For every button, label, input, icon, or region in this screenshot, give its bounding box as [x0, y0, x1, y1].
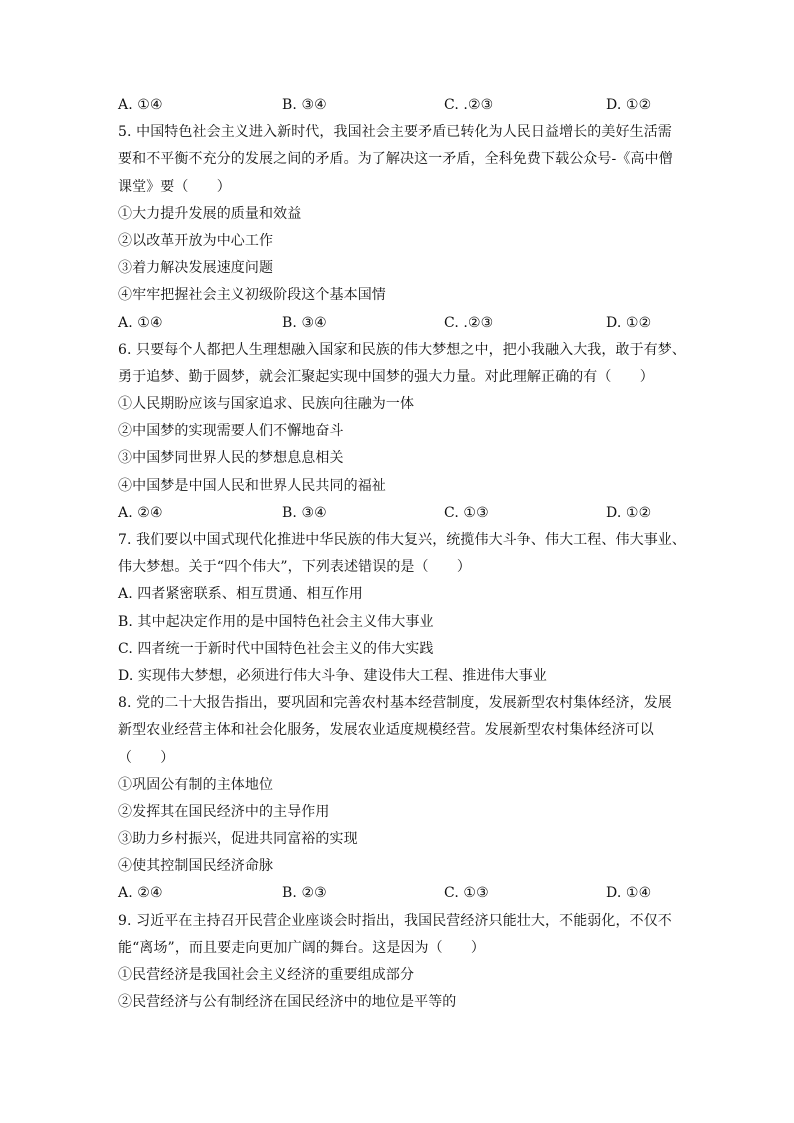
answer-options-row	[118, 500, 678, 527]
text-line: ①民营经济是我国社会主义经济的重要组成部分	[118, 967, 415, 983]
answer-option: C. .②③	[444, 314, 494, 331]
answer-option: C. ①③	[444, 885, 489, 902]
text-line: ③着力解决发展速度问题	[118, 260, 274, 277]
answer-option: D. ①④	[606, 885, 652, 902]
text-line: 5. 中国特色社会主义进入新时代，我国社会主要矛盾已转化为人民日益增长的美好生活需	[118, 124, 672, 141]
text-line: 6. 只要每个人都把人生理想融入国家和民族的伟大梦想之中，把小我融入大我，敢于有梦、	[118, 341, 687, 358]
document-page-content	[118, 92, 687, 1016]
text-line: ③中国梦同世界人民的梦想息息相关	[118, 450, 344, 467]
text-line: 8. 党的二十大报告指出，要巩固和完善农村基本经营制度，发展新型农村集体经济，发展	[118, 695, 672, 712]
text-line: 伟大梦想。关于“四个伟大”，下列表述错误的是（ ）	[118, 559, 471, 576]
text-line: ①巩固公有制的主体地位	[118, 776, 274, 793]
text-line: 9. 习近平在主持召开民营企业座谈会时指出，我国民营经济只能壮大，不能弱化，不仅不	[118, 912, 672, 929]
answer-option: D. ①②	[606, 504, 652, 521]
answer-option: A. ②④	[118, 885, 163, 902]
text-line: A. 四者紧密联系、相互贯通、相互作用	[118, 586, 363, 603]
answer-option: D. ①②	[606, 314, 652, 331]
text-line: ②中国梦的实现需要人们不懈地奋斗	[118, 423, 344, 440]
text-line: （ ）	[118, 749, 175, 766]
text-line: B. 其中起决定作用的是中国特色社会主义伟大事业	[118, 613, 434, 630]
answer-option: C. ①③	[444, 504, 489, 521]
answer-option: A. ①④	[118, 314, 163, 331]
answer-options-row	[118, 92, 678, 119]
text-line: 课堂》要（ ）	[118, 178, 231, 195]
text-line: 能“离场”，而且要走向更加广阔的舞台。这是因为（ ）	[118, 939, 486, 956]
answer-option: B. ③④	[282, 97, 327, 113]
text-line: ①人民期盼应该与国家追求、民族向往融为一体	[118, 396, 415, 413]
text-line: C. 四者统一于新时代中国特色社会主义的伟大实践	[118, 640, 434, 657]
answer-options-row	[118, 310, 678, 337]
answer-options-row	[118, 880, 678, 907]
text-line: D. 实现伟大梦想，必须进行伟大斗争、建设伟大工程、推进伟大事业	[118, 667, 547, 684]
text-line: ③助力乡村振兴，促进共同富裕的实现	[118, 831, 358, 848]
answer-option: D. ①②	[606, 97, 652, 113]
answer-option: B. ③④	[282, 504, 327, 521]
text-line: ②民营经济与公有制经济在国民经济中的地位是平等的	[118, 994, 457, 1011]
answer-option: B. ②③	[282, 885, 327, 902]
text-line: 新型农业经营主体和社会化服务，发展农业适度规模经营。发展新型农村集体经济可以	[118, 722, 654, 739]
text-line: ④中国梦是中国人民和世界人民共同的福祉	[118, 477, 386, 494]
text-line: ②以改革开放为中心工作	[118, 232, 274, 249]
text-line: 要和不平衡不充分的发展之间的矛盾。为了解决这一矛盾，全科免费下载公众号-《高中僧	[118, 151, 673, 168]
text-line: ④牢牢把握社会主义初级阶段这个基本国情	[118, 287, 386, 304]
answer-option: A. ②④	[118, 504, 163, 521]
text-line: ②发挥其在国民经济中的主导作用	[118, 803, 330, 820]
text-line: ④使其控制国民经济命脉	[118, 858, 274, 875]
text-line: 勇于追梦、勤于圆梦，就会汇聚起实现中国梦的强大力量。对此理解正确的有（ ）	[118, 368, 654, 385]
answer-option: C. .②③	[444, 97, 494, 113]
answer-option: A. ①④	[118, 97, 163, 113]
answer-option: B. ③④	[282, 314, 327, 331]
text-line: ①大力提升发展的质量和效益	[118, 205, 302, 222]
text-line: 7. 我们要以中国式现代化推进中华民族的伟大复兴，统揽伟大斗争、伟大工程、伟大事业、	[118, 532, 687, 548]
